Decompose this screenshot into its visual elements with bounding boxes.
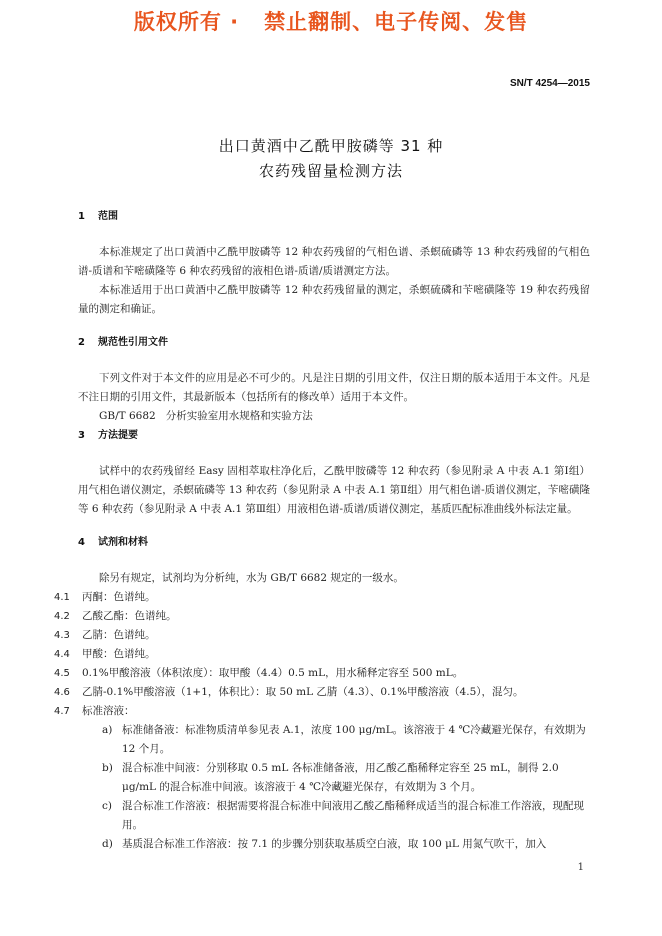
section-title: 试剂和材料: [98, 537, 148, 548]
item-number: 4.7: [54, 706, 70, 717]
document-body: [54, 207, 590, 854]
list-item: [54, 626, 590, 645]
section-intro: 除另有规定，试剂均为分析纯，水为 GB/T 6682 规定的一级水。: [99, 572, 404, 584]
list-item: [54, 702, 590, 721]
sub-item-text: 混合标准中间液：分别移取 0.5 mL 各标准储备液，用乙酸乙酯稀释定容至 25 mL，制得 2.0 μg/mL 的混合标准中间液。该溶液于 4 ℃冷藏避光保存，有效期为 3 个月。: [122, 762, 559, 793]
sub-item-text: 基质混合标准工作溶液：按 7.1 的步骤分别获取基质空白液，取 100 μL 用氮气吹干，加入: [122, 838, 547, 850]
item-text: 0.1%甲酸溶液（体积浓度）：取甲酸（4.4）0.5 mL，用水稀释定容至 500 mL。: [82, 667, 464, 679]
paragraph: 下列文件对于本文件的应用是必不可少的。凡是注日期的引用文件，仅注日期的版本适用于本文件。凡是不注日期的引用文件，其最新版本（包括所有的修改单）适用于本文件。: [78, 372, 590, 403]
section-heading-method-principle: [78, 426, 590, 445]
section-number: 3: [78, 430, 85, 441]
sub-item-letter: b): [102, 762, 113, 774]
list-item: [54, 683, 590, 702]
list-item: [54, 664, 590, 683]
sub-list-item: [102, 721, 590, 759]
item-number: 4.3: [54, 630, 70, 641]
sub-item-letter: d): [102, 838, 113, 850]
section-number: 1: [78, 211, 85, 222]
section-title: 范围: [98, 211, 118, 222]
item-text: 标准溶液：: [82, 705, 135, 717]
standard-number: SN/T 4254—2015: [509, 78, 590, 89]
section-title: 规范性引用文件: [98, 337, 168, 348]
paragraph: 本标准规定了出口黄酒中乙酰甲胺磷等 12 种农药残留的气相色谱、杀螟硫磷等 13 种农药残留的气相色谱-质谱和苄嘧磺隆等 6 种农药残留的液相色谱-质谱/质谱测定方法。: [78, 246, 590, 277]
item-text: 乙酸乙酯：色谱纯。: [82, 610, 177, 622]
item-text: 甲酸：色谱纯。: [82, 648, 156, 660]
paragraph: 试样中的农药残留经 Easy 固相萃取柱净化后，乙酰甲胺磷等 12 种农药（参见附录 A 中表 A.1 第Ⅰ组）用气相色谱仪测定，杀螟硫磷等 13 种农药（参见附录 A 中表 A.1 第Ⅱ组）用气相色谱-质谱仪测定，苄嘧磺隆等 6 种农药（参见附录 A 中表 A.1 第Ⅲ组）用液相色谱-质谱/质谱仪测定，基质匹配标准曲线外标法定量。: [78, 465, 590, 515]
page-number: 1: [577, 862, 584, 873]
sub-list-item: [102, 759, 590, 797]
item-number: 4.6: [54, 687, 70, 698]
title-line-1: 出口黄酒中乙酰甲胺磷等 31 种: [218, 137, 444, 155]
sub-item-letter: a): [102, 724, 113, 736]
sub-list-item: [102, 797, 590, 835]
item-number: 4.2: [54, 611, 70, 622]
section-number: 2: [78, 337, 85, 348]
section-number: 4: [78, 537, 85, 548]
item-text: 乙腈-0.1%甲酸溶液（1+1，体积比）：取 50 mL 乙腈（4.3）、0.1%甲酸溶液（4.5），混匀。: [82, 686, 524, 698]
document-title: [0, 134, 662, 184]
item-number: 4.1: [54, 592, 70, 603]
sub-item-letter: c): [102, 800, 112, 812]
item-number: 4.4: [54, 649, 70, 660]
list-item: [54, 588, 590, 607]
section-heading-scope: [78, 207, 590, 226]
copyright-watermark: 版权所有 · 禁止翻制、电子传阅、发售: [133, 10, 529, 34]
reference-entry: GB/T 6682 分析实验室用水规格和实验方法: [99, 410, 313, 422]
sub-item-text: 混合标准工作溶液：根据需要将混合标准中间液用乙酸乙酯稀释成适当的混合标准工作溶液，现配现用。: [122, 800, 584, 831]
sub-item-text: 标准储备液：标准物质清单参见表 A.1，浓度 100 μg/mL。该溶液于 4 ℃冷藏避光保存，有效期为 12 个月。: [122, 724, 586, 755]
item-text: 丙酮：色谱纯。: [82, 591, 156, 603]
paragraph: 本标准适用于出口黄酒中乙酰甲胺磷等 12 种农药残留量的测定，杀螟硫磷和苄嘧磺隆等 19 种农药残留量的测定和确证。: [78, 284, 590, 315]
list-item: [54, 645, 590, 664]
section-heading-reagents: [78, 533, 590, 552]
title-line-2: 农药残留量检测方法: [258, 162, 403, 180]
section-title: 方法提要: [98, 430, 138, 441]
item-number: 4.5: [54, 668, 70, 679]
sub-list-item: [102, 835, 590, 854]
section-heading-normative-references: [78, 333, 590, 352]
list-item: [54, 607, 590, 626]
item-text: 乙腈：色谱纯。: [82, 629, 156, 641]
